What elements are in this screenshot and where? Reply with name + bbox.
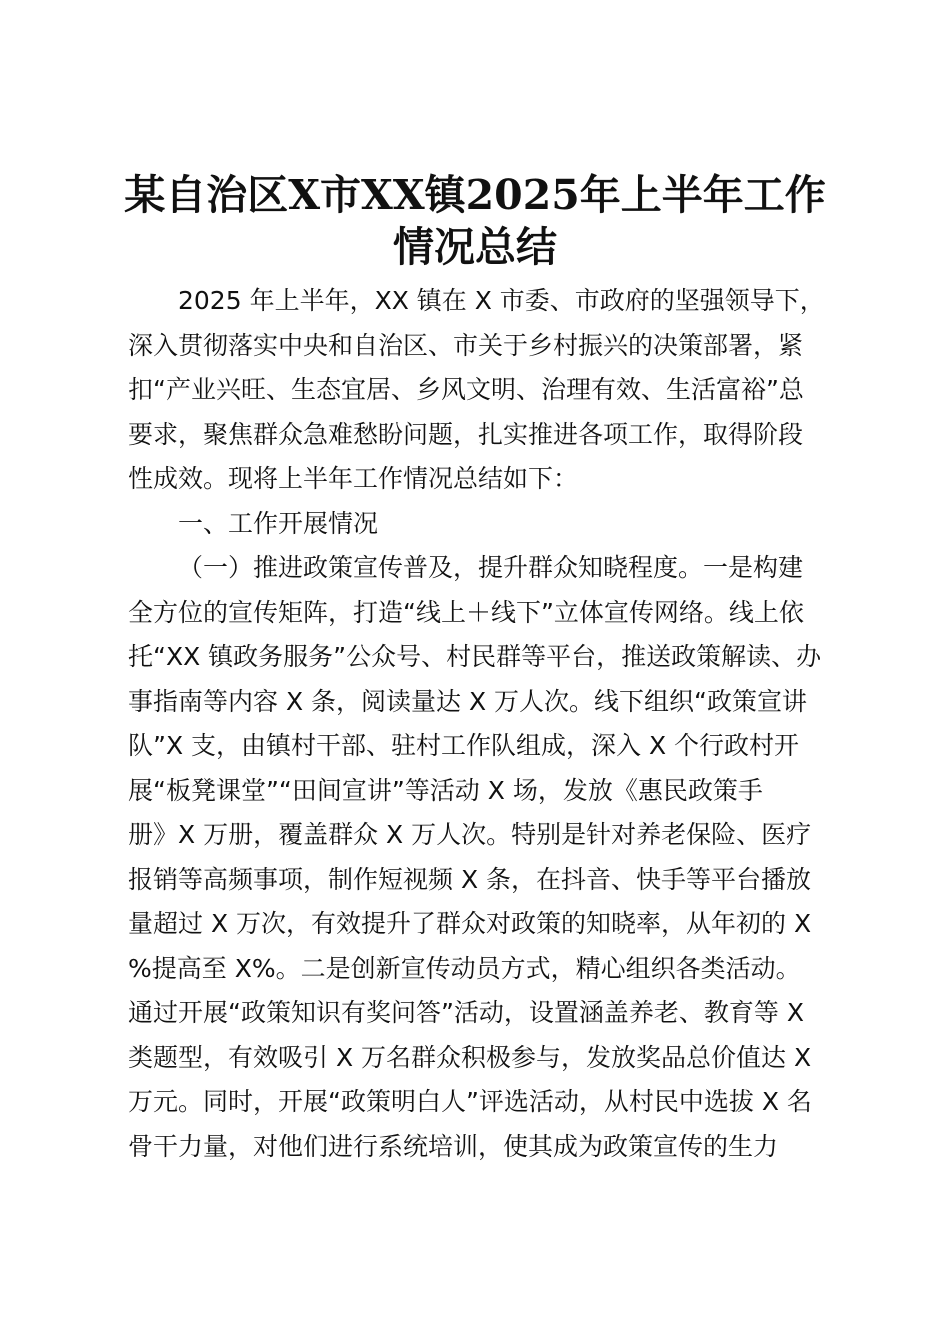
body-line-p1-8: 报销等高频事项，制作短视频 X 条，在抖音、快手等平台播放	[128, 864, 812, 894]
body-line-p1-5: 队”X 支，由镇村干部、驻村工作队组成，深入 X 个行政村开	[128, 731, 800, 760]
body-line-intro-1: 2025 年上半年，XX 镇在 X 市委、市政府的坚强领导下，	[178, 286, 825, 315]
body-line-p1-4: 事指南等内容 X 条，阅读量达 X 万人次。线下组织“政策宣讲	[128, 686, 807, 716]
document-body	[128, 279, 848, 1169]
body-line-intro-5: 性成效。现将上半年工作情况总结如下：	[128, 464, 579, 493]
body-line-p1-11: 通过开展“政策知识有奖问答”活动，设置涵盖养老、教育等 X	[128, 998, 804, 1027]
body-line-intro-4: 要求，聚焦群众急难愁盼问题，扎实推进各项工作，取得阶段	[128, 419, 804, 449]
body-line-intro-2: 深入贯彻落实中央和自治区、市关于乡村振兴的决策部署，紧	[128, 330, 804, 360]
body-line-p1-13: 万元。同时，开展“政策明白人”评选活动，从村民中选拔 X 名	[128, 1087, 812, 1116]
document-title-line-1: 某自治区X市XX镇2025年上半年工作	[124, 171, 826, 219]
body-line-intro-3: 扣“产业兴旺、生态宜居、乡风文明、治理有效、生活富裕”总	[128, 375, 804, 404]
body-line-p1-3: 托“XX 镇政务服务”公众号、村民群等平台，推送政策解读、办	[128, 642, 822, 671]
body-line-p1-7: 册》X 万册，覆盖群众 X 万人次。特别是针对养老保险、医疗	[128, 820, 812, 849]
section-heading: 一、工作开展情况	[178, 508, 379, 538]
body-line-p1-14: 骨干力量，对他们进行系统培训，使其成为政策宣传的生力	[128, 1131, 779, 1161]
document-title-line-2: 情况总结	[393, 223, 557, 271]
body-line-p1-9: 量超过 X 万次，有效提升了群众对政策的知晓率，从年初的 X	[128, 909, 812, 938]
body-line-p1-12: 类题型，有效吸引 X 万名群众积极参与，发放奖品总价值达 X	[128, 1042, 812, 1072]
body-line-p1-6: 展“板凳课堂”“田间宣讲”等活动 X 场，发放《惠民政策手	[128, 775, 763, 805]
body-line-p1-2: 全方位的宣传矩阵，打造“线上＋线下”立体宣传网络。线上依	[128, 597, 804, 627]
body-line-p1-1: （一）推进政策宣传普及，提升群众知晓程度。一是构建	[178, 553, 804, 582]
body-line-p1-10: %提高至 X%。二是创新宣传动员方式，精心组织各类活动。	[128, 953, 801, 983]
